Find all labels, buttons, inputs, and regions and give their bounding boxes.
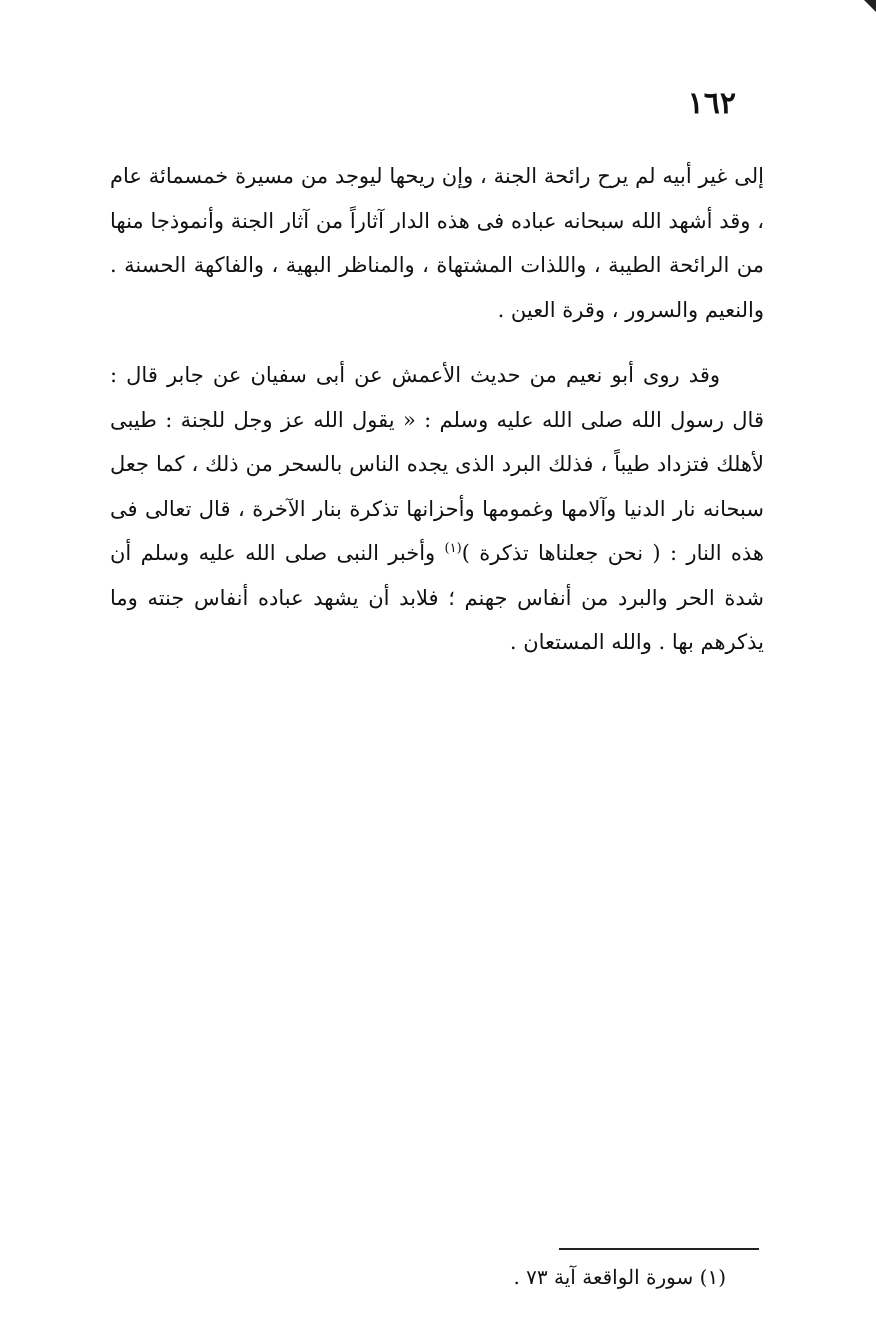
footnote-divider xyxy=(559,1248,759,1250)
paragraph-2-body xyxy=(110,353,764,665)
footnote: (١) سورة الواقعة آية ٧٣ . xyxy=(513,1265,726,1289)
paragraph-2 xyxy=(110,353,764,665)
page-corner-mark xyxy=(864,0,876,12)
paragraph-1-text: إلى غير أبيه لم يرح رائحة الجنة ، وإن ريحها ليوجد من مسيرة خمسمائة عام ، وقد أشهد الله سبحانه عباده فى هذه الدار آثاراً من آثار الجنة وأنموذجا منها من الرائحة الطيبة ، واللذات المشتهاة ، والمناظر البهية ، والفاكهة الحسنة . والنعيم والسرور ، وقرة العين . xyxy=(110,164,764,322)
footnote-reference: (١) xyxy=(444,541,462,556)
paragraph-1 xyxy=(110,154,764,332)
paragraph-2-tail: وأخبر النبى صلى الله عليه وسلم أن شدة الحر والبرد من أنفاس جهنم ؛ فلابد أن يشهد عباده أنفاس جنته وما يذكرهم بها . والله المستعان . xyxy=(110,541,764,654)
paragraph-2-text: وقد روى أبو نعيم من حديث الأعمش عن أبى سفيان عن جابر قال : قال رسول الله صلى الله عليه وسلم : « يقول الله عز وجل للجنة : طيبى لأهلك فتزداد طيباً ، فذلك البرد الذى يجده الناس بالسحر من ذلك ، كما جعل سبحانه نار الدنيا وآلامها وغمومها وأحزانها تذكرة بنار الآخرة ، قال تعالى فى هذه النار : ( نحن جعلناها تذكرة ) xyxy=(110,363,764,565)
page-number: ١٦٢ xyxy=(687,86,736,121)
